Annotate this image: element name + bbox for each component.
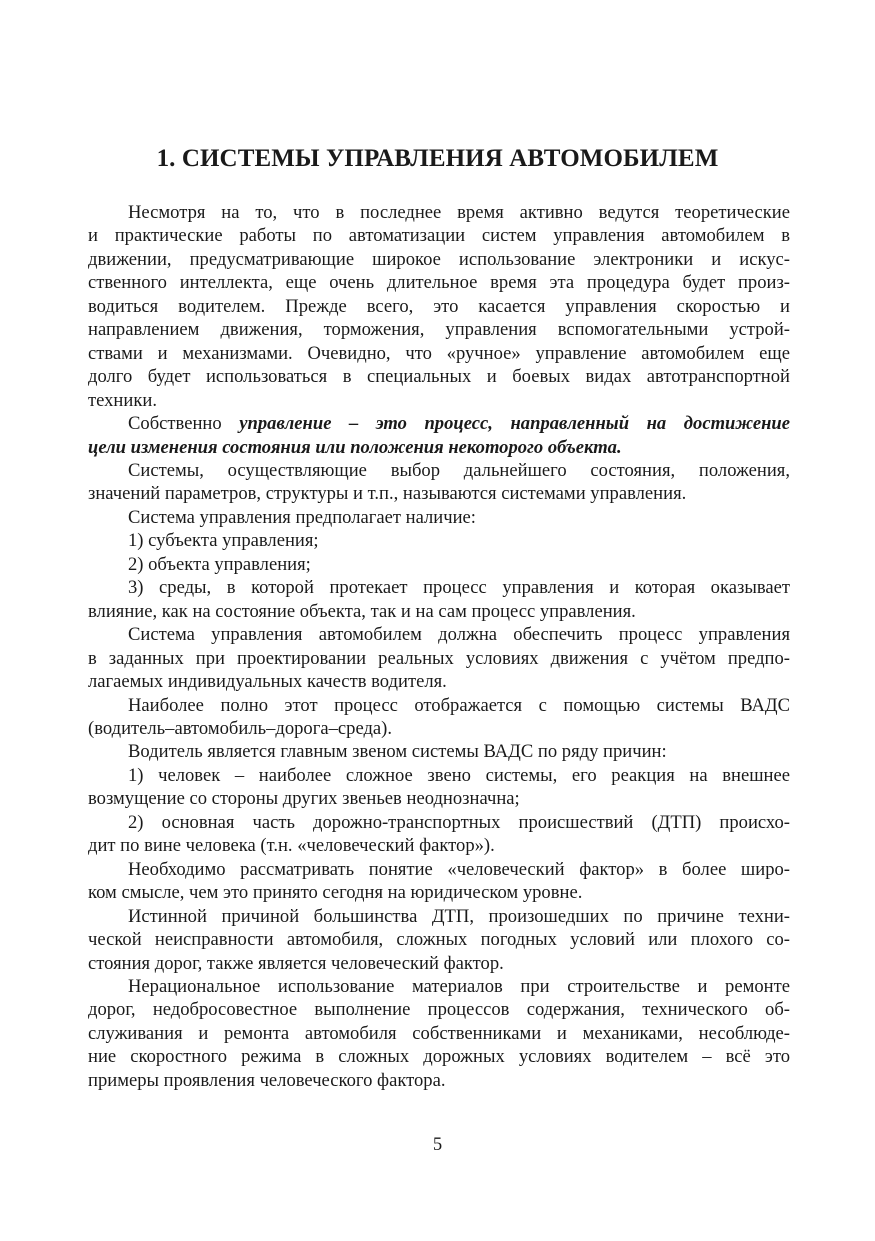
emphasized-definition: управление – это процесс, направленный на достижение <box>239 413 791 435</box>
text-line: Нерациональное использование материалов при строительстве и ремонте <box>128 975 790 997</box>
paragraph <box>88 201 790 412</box>
paragraph <box>88 576 790 623</box>
text-line: возмущение со стороны других звеньев неоднозначна; <box>88 788 520 810</box>
text-line: ческой неисправности автомобиля, сложных погодных условий или плохого со- <box>88 929 790 951</box>
text-line: стояния дорог, также является человеческий фактор. <box>88 952 504 974</box>
emphasized-definition: цели изменения состояния или положения некоторого объекта. <box>88 436 622 458</box>
text-line: Несмотря на то, что в последнее время активно ведутся теоретические <box>128 202 790 223</box>
paragraph <box>88 623 790 693</box>
text-run: Собственно <box>128 413 240 435</box>
text-line: примеры проявления человеческого фактора. <box>88 1069 446 1091</box>
body-text <box>88 201 790 1092</box>
text-line: Система управления автомобилем должна обеспечить процесс управления <box>128 624 790 646</box>
paragraph <box>88 811 790 858</box>
text-line: 2) объекта управления; <box>128 553 311 575</box>
paragraph <box>88 553 790 576</box>
text-line: Система управления предполагает наличие: <box>128 506 476 528</box>
text-line: ствами и механизмами. Очевидно, что «ручное» управление автомобилем еще <box>88 342 790 364</box>
paragraph <box>88 905 790 975</box>
paragraph <box>88 529 790 552</box>
paragraph <box>88 412 790 459</box>
paragraph <box>88 740 790 763</box>
text-line: дит по вине человека (т.н. «человеческий фактор»). <box>88 835 495 857</box>
paragraph <box>88 459 790 506</box>
text-line: 2) основная часть дорожно-транспортных происшествий (ДТП) происхо- <box>128 811 790 833</box>
text-line: влияние, как на состояние объекта, так и на сам процесс управления. <box>88 600 636 622</box>
text-line: 1) человек – наиболее сложное звено системы, его реакция на внешнее <box>128 764 790 786</box>
text-line: направлением движения, торможения, управления вспомогательными устрой- <box>88 319 790 341</box>
text-line <box>88 412 790 435</box>
text-line: ние скоростного режима в сложных дорожных условиях водителем – всё это <box>88 1046 790 1068</box>
paragraph <box>88 506 790 529</box>
text-line: 1) субъекта управления; <box>128 530 319 552</box>
text-line: Необходимо рассматривать понятие «человеческий фактор» в более широ- <box>128 858 790 880</box>
text-line: служивания и ремонта автомобиля собственниками и механиками, несоблюде- <box>88 1022 790 1044</box>
page-number: 5 <box>432 1134 443 1155</box>
text-line: Истинной причиной большинства ДТП, произошедших по причине техни- <box>128 905 790 927</box>
text-line: значений параметров, структуры и т.п., называются системами управления. <box>88 483 687 505</box>
chapter-title: 1. СИСТЕМЫ УПРАВЛЕНИЯ АВТОМОБИЛЕМ <box>156 145 719 172</box>
text-line: Наиболее полно этот процесс отображается с помощью системы ВАДС <box>128 694 790 716</box>
text-line: в заданных при проектировании реальных условиях движения с учётом предпо- <box>88 647 790 669</box>
paragraph <box>88 858 790 905</box>
paragraph <box>88 694 790 741</box>
text-line: 3) среды, в которой протекает процесс управления и которая оказывает <box>128 577 790 599</box>
text-line: техники. <box>88 389 157 411</box>
paragraph <box>88 975 790 1092</box>
text-line: движении, предусматривающие широкое использование электроники и искус- <box>88 248 790 270</box>
paragraph <box>88 764 790 811</box>
text-line: дорог, недобросовестное выполнение процессов содержания, технического об- <box>88 999 790 1021</box>
text-line: лагаемых индивидуальных качеств водителя. <box>88 671 447 693</box>
text-line: Водитель является главным звеном системы ВАДС по ряду причин: <box>128 741 667 763</box>
text-line: (водитель–автомобиль–дорога–среда). <box>88 717 393 739</box>
text-line: водиться водителем. Прежде всего, это касается управления скоростью и <box>88 295 790 317</box>
text-line: ственного интеллекта, еще очень длительное время эта процедура будет произ- <box>88 272 790 294</box>
text-line: долго будет использоваться в специальных и боевых видах автотранспортной <box>88 366 790 388</box>
text-line: Системы, осуществляющие выбор дальнейшего состояния, положения, <box>128 459 790 481</box>
text-line: ком смысле, чем это принято сегодня на юридическом уровне. <box>88 882 583 904</box>
text-line: и практические работы по автоматизации систем управления автомобилем в <box>88 225 790 247</box>
text-line <box>88 436 790 459</box>
